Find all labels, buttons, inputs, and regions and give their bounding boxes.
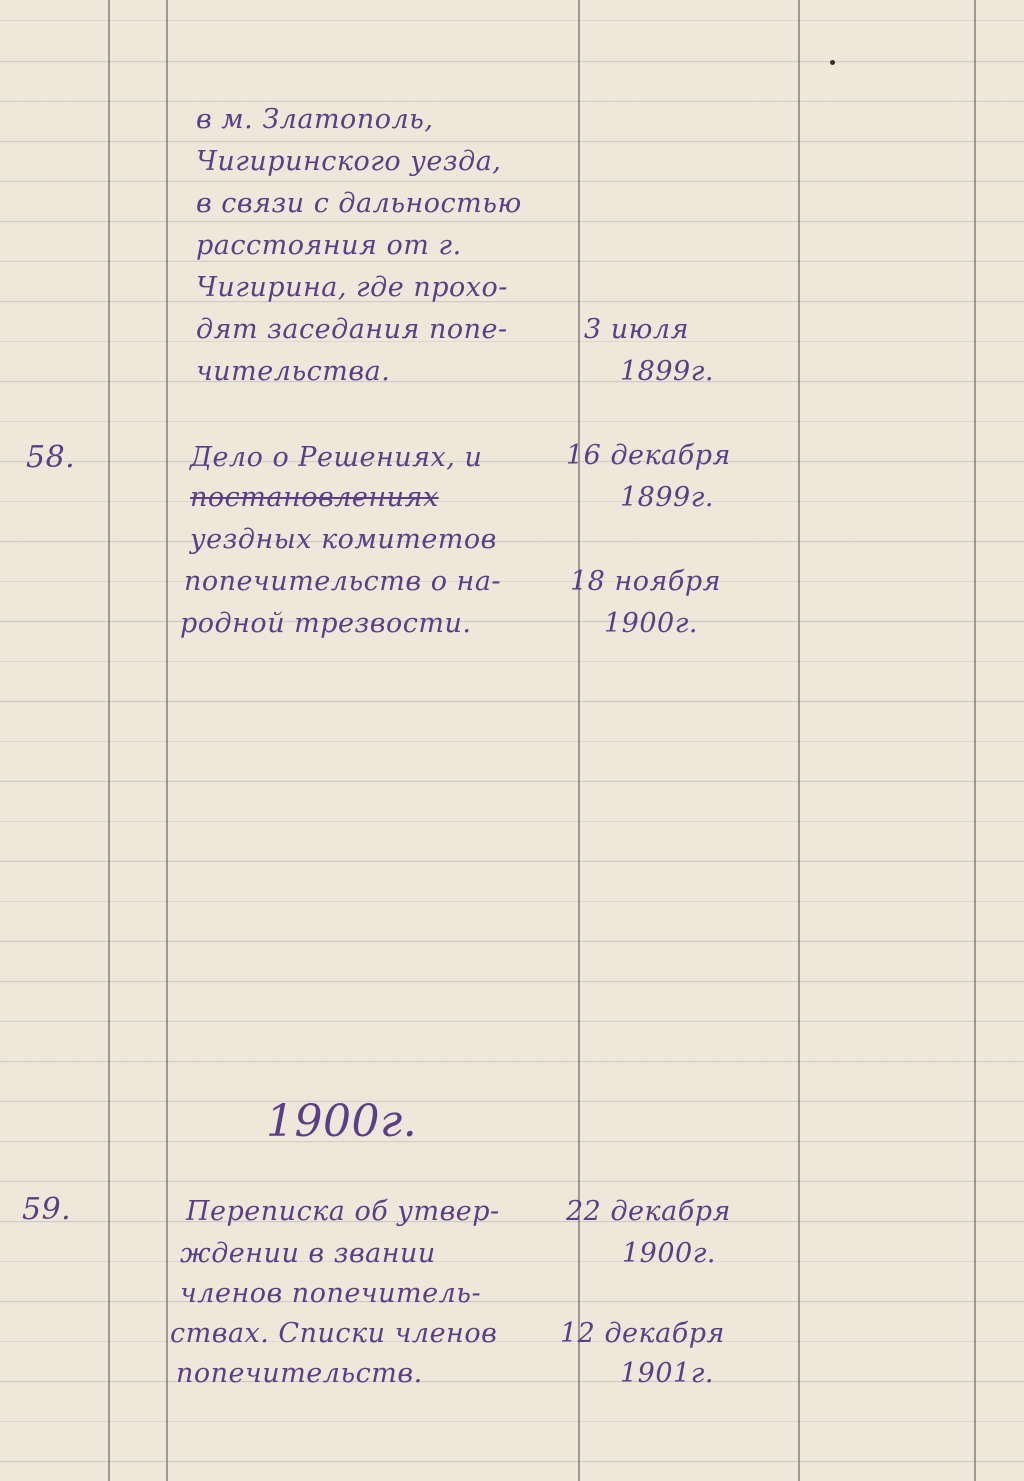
- entry-date: 16 декабря: [566, 440, 731, 471]
- entry-date: 3 июля: [584, 314, 689, 345]
- entry-number: 58.: [26, 440, 76, 475]
- entry-line: Чигиринского уезда,: [196, 146, 502, 177]
- entry-date: 18 ноября: [570, 566, 721, 597]
- entry-date: 1900г.: [604, 608, 698, 639]
- entry-line: попечительств о на-: [184, 566, 502, 597]
- entry-line: в м. Златополь,: [196, 104, 434, 135]
- entry-line: попечительств.: [176, 1358, 423, 1389]
- entry-line: членов попечитель-: [180, 1278, 482, 1309]
- entry-line: уездных комитетов: [190, 524, 497, 555]
- entry-line: Дело о Решениях, и: [190, 442, 483, 473]
- entry-line: ствах. Списки членов: [170, 1318, 498, 1349]
- column-line-5: [974, 0, 976, 1481]
- entry-date: 12 декабря: [560, 1318, 725, 1349]
- margin-line-1: [108, 0, 110, 1481]
- entry-line: Переписка об утвер-: [186, 1196, 500, 1227]
- margin-line-2: [166, 0, 168, 1481]
- column-line-3: [578, 0, 580, 1481]
- entry-line: расстояния от г.: [196, 230, 462, 261]
- entry-date: 22 декабря: [566, 1196, 731, 1227]
- entry-date: 1900г.: [622, 1238, 716, 1269]
- year-heading: 1900г.: [266, 1096, 418, 1147]
- column-line-4: [798, 0, 800, 1481]
- entry-line: родной трезвости.: [180, 608, 472, 639]
- entry-line: в связи с дальностью: [196, 188, 522, 219]
- entry-date: 1899г.: [620, 482, 714, 513]
- entry-line: дят заседания попе-: [196, 314, 508, 345]
- entry-line: Чигирина, где прохо-: [196, 272, 508, 303]
- ink-dot: [830, 60, 835, 65]
- entry-number: 59.: [22, 1192, 72, 1227]
- entry-line: постановлениях: [190, 482, 439, 513]
- entry-line: чительства.: [196, 356, 391, 387]
- entry-date: 1899г.: [620, 356, 714, 387]
- entry-line: ждении в звании: [180, 1238, 436, 1269]
- entry-date: 1901г.: [620, 1358, 714, 1389]
